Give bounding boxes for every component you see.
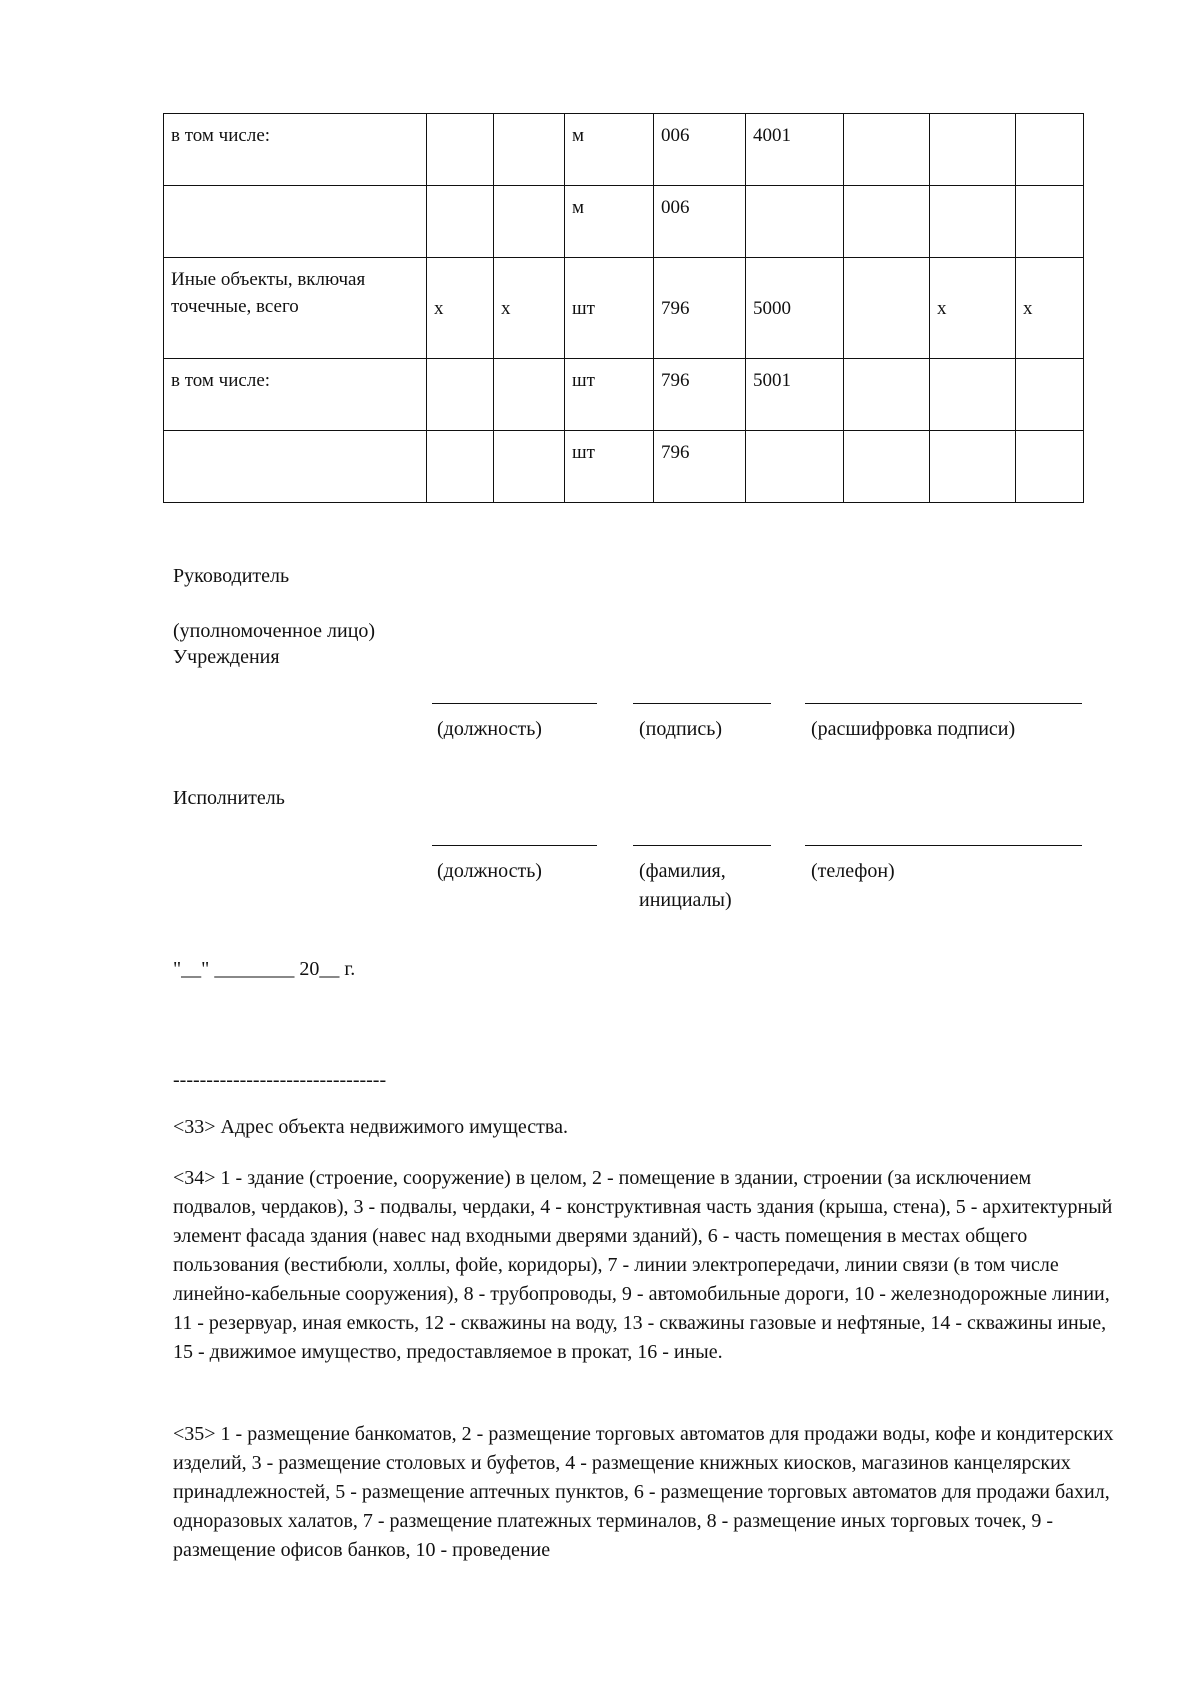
table-cell (427, 186, 494, 258)
table-row (164, 431, 1084, 503)
table-cell (427, 431, 494, 503)
table-cell: в том числе: (164, 359, 427, 431)
table-cell (930, 114, 1016, 186)
executor-position-caption: (должность) (437, 860, 542, 882)
head-label: Руководитель (173, 565, 290, 587)
footnote-separator: -------------------------------- (173, 1069, 387, 1091)
table-cell: Иные объекты, включая точечные, всего (164, 258, 427, 359)
table-cell: 796 (654, 431, 746, 503)
executor-name-line (633, 845, 771, 846)
executor-phone-caption: (телефон) (811, 860, 895, 882)
report-table (163, 113, 1084, 503)
table-cell: 796 (654, 359, 746, 431)
table-cell: шт (565, 258, 654, 359)
table-cell (844, 359, 930, 431)
head-decoding-caption: (расшифровка подписи) (811, 718, 1016, 740)
footnote-33: <33> Адрес объекта недвижимого имущества. (173, 1116, 568, 1138)
table-cell (1016, 431, 1084, 503)
table-cell (844, 186, 930, 258)
institution-label: Учреждения (173, 646, 280, 668)
table-cell (1016, 186, 1084, 258)
table-row (164, 114, 1084, 186)
authorized-person-label: (уполномоченное лицо) (173, 620, 376, 642)
table-cell: x (930, 258, 1016, 359)
table-cell: 4001 (746, 114, 844, 186)
executor-label: Исполнитель (173, 787, 285, 809)
table-row (164, 186, 1084, 258)
executor-name-caption-line1: (фамилия, (639, 860, 726, 882)
table-cell: шт (565, 431, 654, 503)
head-decoding-line (805, 703, 1082, 704)
executor-name-caption-line2: инициалы) (639, 889, 732, 911)
executor-position-line (432, 845, 597, 846)
table-cell: 5001 (746, 359, 844, 431)
table-cell (164, 431, 427, 503)
table-cell (494, 186, 565, 258)
head-position-line (432, 703, 597, 704)
table-cell (427, 359, 494, 431)
table-cell (494, 359, 565, 431)
table-cell: м (565, 114, 654, 186)
table-cell (746, 186, 844, 258)
table-row (164, 359, 1084, 431)
head-signature-caption: (подпись) (639, 718, 723, 740)
date-line: "__" ________ 20__ г. (173, 958, 356, 980)
table-cell (427, 114, 494, 186)
table-cell (494, 114, 565, 186)
table-cell: 006 (654, 186, 746, 258)
table-cell: 006 (654, 114, 746, 186)
table-cell (930, 359, 1016, 431)
head-signature-line (633, 703, 771, 704)
table-cell: 796 (654, 258, 746, 359)
table-row (164, 258, 1084, 359)
executor-phone-line (805, 845, 1082, 846)
table-cell: 5000 (746, 258, 844, 359)
footnote-35: <35> 1 - размещение банкоматов, 2 - размещение торговых автоматов для продажи воды, кофе и кондитерских изделий, 3 - размещение столовых и буфетов, 4 - размещение книжных киосков, магазинов канцелярских принадлежностей, 5 - размещение аптечных пунктов, 6 - размещение торговых автоматов для продажи бахил, одноразовых халатов, 7 - размещение платежных терминалов, 8 - размещение иных торговых точек, 9 - размещение офисов банков, 10 - проведение (173, 1423, 1114, 1561)
table-cell (1016, 359, 1084, 431)
table-cell (844, 258, 930, 359)
footnote-34: <34> 1 - здание (строение, сооружение) в целом, 2 - помещение в здании, строении (за исключением подвалов, чердаков), 3 - подвалы, чердаки, 4 - конструктивная часть здания (крыша, стена), 5 - архитектурный элемент фасада здания (навес над входными дверями зданий), 6 - часть помещения в местах общего пользования (вестибюли, холлы, фойе, коридоры), 7 - линии электропередачи, линии связи (в том числе линейно-кабельные сооружения), 8 - трубопроводы, 9 - автомобильные дороги, 10 - железнодорожные линии, 11 - резервуар, иная емкость, 12 - скважины на воду, 13 - скважины газовые и нефтяные, 14 - скважины иные, 15 - движимое имущество, предоставляемое в прокат, 16 - иные. (173, 1167, 1113, 1363)
table-cell: м (565, 186, 654, 258)
table-cell (844, 431, 930, 503)
table-cell (930, 186, 1016, 258)
head-position-caption: (должность) (437, 718, 542, 740)
table-cell (1016, 114, 1084, 186)
table-cell: x (494, 258, 565, 359)
table-cell: x (427, 258, 494, 359)
table-cell (844, 114, 930, 186)
table-cell (164, 186, 427, 258)
table-cell (746, 431, 844, 503)
table-cell: шт (565, 359, 654, 431)
table-cell: x (1016, 258, 1084, 359)
table-cell (494, 431, 565, 503)
table-cell: в том числе: (164, 114, 427, 186)
table-cell (930, 431, 1016, 503)
